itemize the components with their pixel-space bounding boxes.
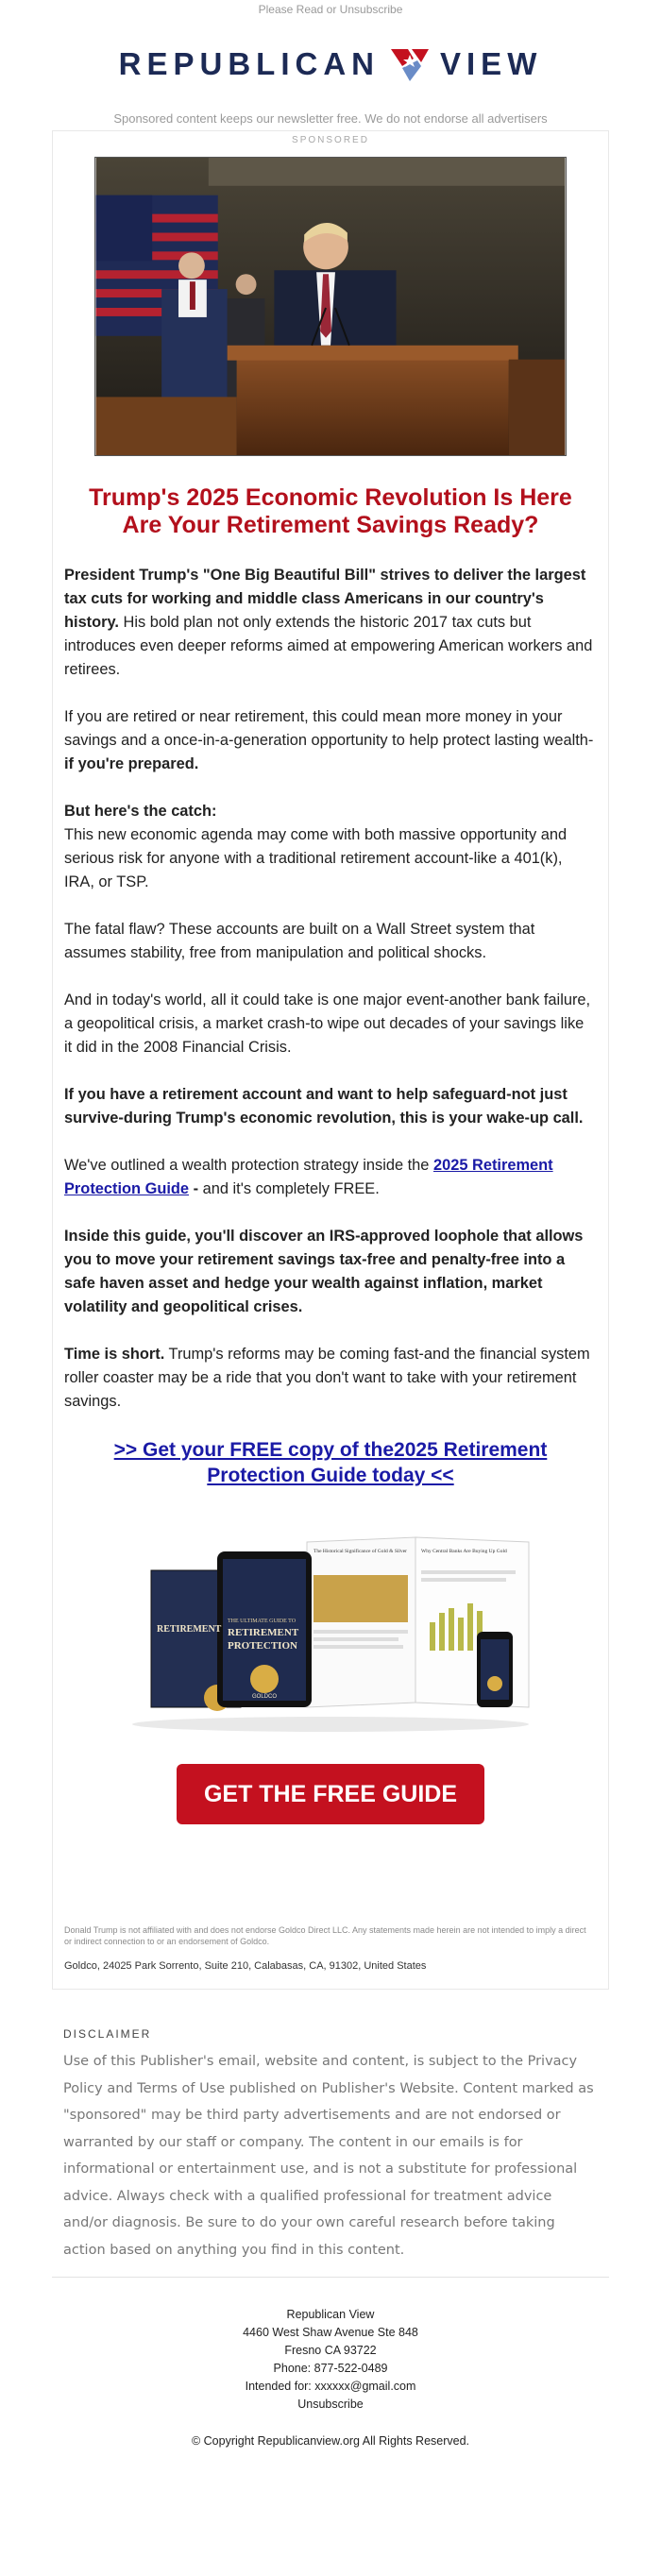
paragraph-2-text: If you are retired or near retirement, this could mean more money in your savings and a once-in-a-generation opportunity to help protect lasting wealth- [64, 708, 594, 749]
paragraph-7-post: and it's completely FREE. [202, 1180, 380, 1197]
cta-link-line-2: Protection Guide today << [207, 1465, 454, 1486]
tablet-brand: GOLDCO [252, 1694, 278, 1700]
paragraph-8 [64, 1225, 595, 1319]
disclaimer-section [52, 2027, 609, 2263]
cta-link-line-1: >> Get your FREE copy of the2025 Retirement [113, 1439, 548, 1461]
preheader [0, 0, 661, 21]
paragraph-1-bold: President Trump's "One Big Beautiful Bill" strives to deliver the largest tax cuts for working and middle class Americans in our country's history. [64, 567, 586, 631]
footer-intended: Intended for: xxxxxx@gmail.com [245, 2380, 416, 2393]
paragraph-9-rest: Trump's reforms may be coming fast-and the financial system roller coaster may be a ride that you don't want to take with your retirement savings. [64, 1346, 590, 1410]
paragraph-2 [64, 705, 595, 776]
paragraph-1-rest: His bold plan not only extends the historic 2017 tax cuts but introduces even deeper reforms aimed at empowering American workers and retirees. [64, 614, 593, 678]
footer [0, 2278, 661, 2414]
advertiser-address: Goldco, 24025 Park Sorrento, Suite 210, Calabasas, CA, 91302, United States [64, 1960, 427, 1972]
sponsored-label: SPONSORED [292, 135, 369, 145]
paragraph-9 [64, 1343, 595, 1414]
ad-body [53, 564, 608, 1414]
sponsored-ad-card [52, 130, 609, 1990]
paragraph-3-bold: But here's the catch: [64, 803, 217, 820]
paragraph-6 [64, 1083, 595, 1130]
read-or-unsubscribe-link[interactable]: Please Read or Unsubscribe [258, 3, 403, 16]
guide-book-tablet-phone-mockup[interactable] [113, 1518, 548, 1736]
footer-street: 4460 West Shaw Avenue Ste 848 [243, 2326, 418, 2339]
footer-phone: Phone: 877-522-0489 [273, 2362, 388, 2375]
paragraph-3-text: This new economic agenda may come with both massive opportunity and serious risk for anyone with a traditional retirement account-like a 401(k), IRA, or TSP. [64, 826, 568, 890]
paragraph-2-bold: if you're prepared. [64, 755, 199, 772]
brand-name-left: REPUBLICAN [118, 46, 380, 81]
guide-inline-link[interactable]: 2025 Retirement Protection Guide [64, 1157, 553, 1197]
spread-right-title: Why Central Banks Are Buying Up Gold [421, 1549, 507, 1554]
get-the-free-guide-button[interactable]: GET THE FREE GUIDE [177, 1764, 484, 1824]
tablet-title-c: PROTECTION [228, 1640, 297, 1652]
paragraph-3 [64, 800, 595, 894]
paragraph-7 [64, 1154, 595, 1201]
paragraph-4: The fatal flaw? These accounts are built on a Wall Street system that assumes stability, free from manipulation and political shocks. [64, 921, 535, 961]
paragraph-7-dash: - [189, 1180, 203, 1197]
get-free-guide-link[interactable] [81, 1437, 580, 1488]
sponsor-note: Sponsored content keeps our newsletter free. We do not endorse all advertisers [113, 111, 548, 126]
disclaimer-heading: DISCLAIMER [63, 2027, 152, 2041]
star-flag-logo-icon [389, 45, 431, 83]
brand-name-right: VIEW [440, 46, 543, 81]
headline-line-2: Are Your Retirement Savings Ready? [122, 512, 539, 538]
headline [89, 484, 572, 539]
paragraph-6-bold: If you have a retirement account and want to help safeguard-not just survive-during Trump's economic revolution, this is your wake-up call. [64, 1086, 584, 1127]
paragraph-5: And in today's world, all it could take is one major event-another bank failure, a geopolitical crisis, a market crash-to wipe out decades of your savings like it did in the 2008 Financial Crisis. [64, 991, 591, 1056]
copyright: © Copyright Republicanview.org All Rights Reserved. [191, 2434, 470, 2448]
tablet-title-a: THE ULTIMATE GUIDE TO [228, 1618, 297, 1624]
headline-line-1: Trump's 2025 Economic Revolution Is Here [89, 484, 572, 511]
front-book-title: RETIREMENT [157, 1624, 222, 1635]
paragraph-8-bold: Inside this guide, you'll discover an IRS-approved loophole that allows you to move your retirement savings tax-free and penalty-free into a safe haven asset and hedge your wealth against inflation, market volatility and geopolitical crises. [64, 1228, 584, 1315]
paragraph-1 [64, 564, 595, 682]
spread-left-title: The Historical Significance of Gold & Silver [314, 1549, 407, 1554]
paragraph-7-pre: We've outlined a wealth protection strategy inside the [64, 1157, 433, 1174]
paragraph-9-bold: Time is short. [64, 1346, 165, 1363]
disclaimer-text: Use of this Publisher's email, website and content, is subject to the Privacy Policy and Terms of Use published on Publisher's Website. Content marked as "sponsored" may be third party advertisements and are not endorsed or warranted by our staff or company. The content in our emails is for informational or entertainment use, and is not a substitute for professional advice. Always check with a qualified professional for treatment advice and/or diagnosis. Be sure to do your own careful research before taking action based on anything you find in this content. [63, 2054, 594, 2258]
trump-at-podium-photo[interactable] [94, 157, 567, 456]
brand-logo[interactable] [0, 21, 661, 108]
unsubscribe-link[interactable]: Unsubscribe [297, 2398, 364, 2411]
tablet-title-b: RETIREMENT [228, 1627, 299, 1638]
footer-name: Republican View [286, 2308, 375, 2321]
footer-city: Fresno CA 93722 [284, 2344, 377, 2357]
fine-print: Donald Trump is not affiliated with and does not endorse Goldco Direct LLC. Any statements made herein are not intended to imply a direct or indirect connection to or an endorsement of Goldco. [64, 1925, 586, 1946]
